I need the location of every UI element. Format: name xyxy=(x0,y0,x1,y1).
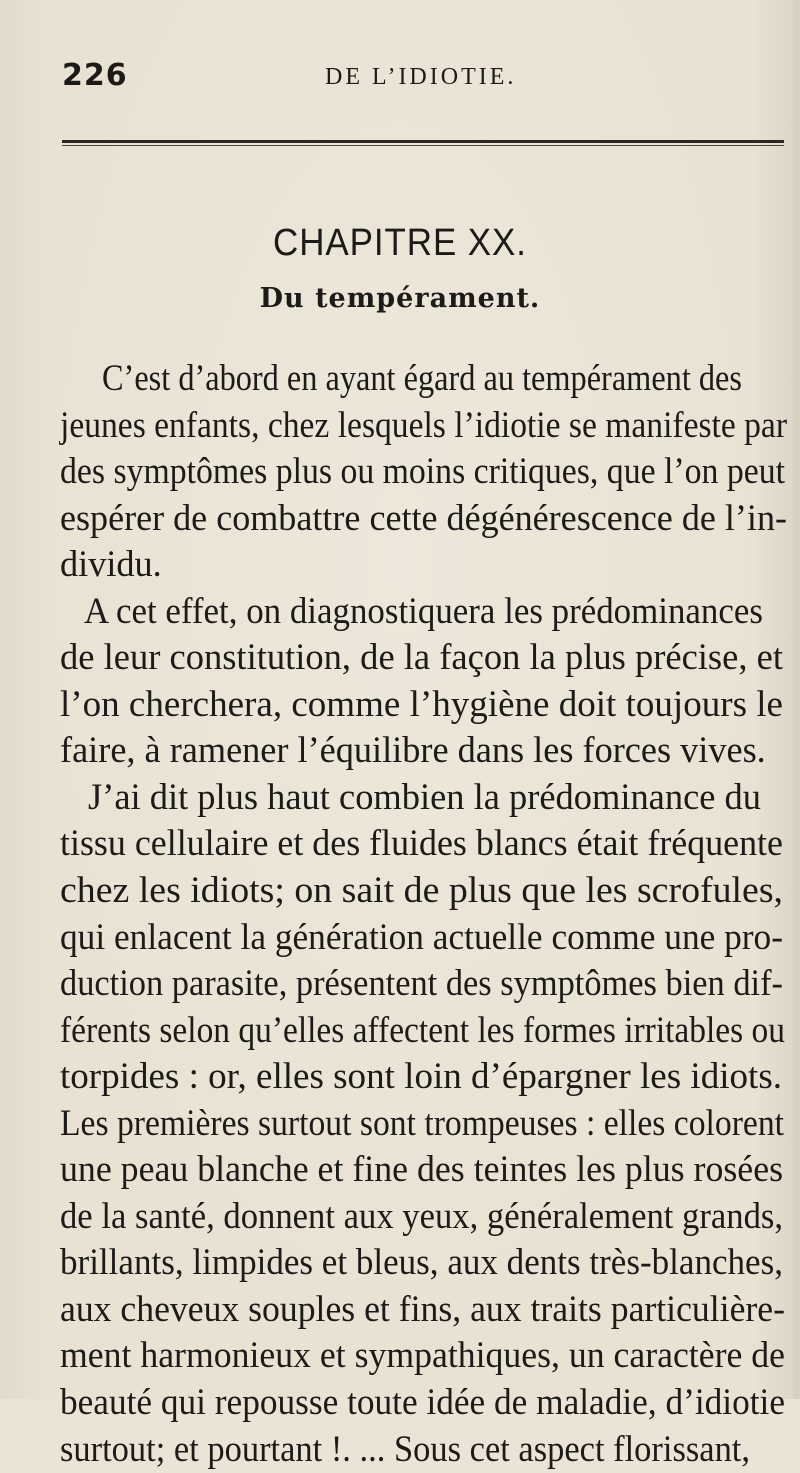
text-line: des symptômes plus ou moins critiques, que l’on peut xyxy=(60,451,785,493)
text-line: aux cheveux souples et fins, aux traits particulière- xyxy=(60,1288,786,1330)
text-line: Les premières surtout sont trompeuses : elles colorent xyxy=(60,1102,785,1144)
header-rule xyxy=(62,140,784,143)
header-rule-thin xyxy=(62,145,784,146)
page-header xyxy=(0,58,800,98)
text-line: dividu. xyxy=(60,544,162,586)
text-line: qui enlacent la génération actuelle comme une pro- xyxy=(60,916,783,958)
page-number: 226 xyxy=(62,58,128,93)
text-line: J’ai dit plus haut combien la prédominance du xyxy=(88,776,761,818)
text-line: espérer de combattre cette dégénérescence de l’in- xyxy=(60,497,788,539)
text-line: une peau blanche et fine des teintes les plus rosées xyxy=(60,1149,784,1191)
text-line: A cet effet, on diagnostiquera les prédominances xyxy=(84,590,763,632)
running-head: DE L’IDIOTIE. xyxy=(325,64,517,90)
text-line: ment harmonieux et sympathiques, un caractère de xyxy=(60,1335,785,1377)
text-line: tissu cellulaire et des fluides blancs était fréquente xyxy=(60,823,783,865)
chapter-subtitle: Du tempérament. xyxy=(259,283,541,314)
text-line: jeunes enfants, chez lesquels l’idiotie se manifeste par xyxy=(60,404,788,446)
text-line: de leur constitution, de la façon la plus précise, et xyxy=(60,637,783,679)
body-text xyxy=(60,356,800,1473)
text-line: férents selon qu’elles affectent les formes irritables ou xyxy=(60,1009,785,1051)
text-line: brillants, limpides et bleus, aux dents très-blanches, xyxy=(60,1242,784,1284)
text-line: l’on cherchera, comme l’hygiène doit toujours le xyxy=(60,683,784,725)
text-line: beauté qui repousse toute idée de maladie, d’idiotie xyxy=(60,1382,786,1424)
text-line: C’est d’abord en ayant égard au tempérament des xyxy=(102,358,742,399)
text-line: torpides : or, elles sont loin d’épargner les idiots. xyxy=(60,1056,782,1098)
chapter-title: CHAPITRE XX. xyxy=(273,222,527,264)
text-line: faire, à ramener l’équilibre dans les forces vives. xyxy=(60,730,766,772)
text-line: chez les idiots; on sait de plus que les scrofules, xyxy=(60,870,784,912)
text-line: de la santé, donnent aux yeux, généralement grands, xyxy=(60,1195,784,1237)
text-line: surtout; et pourtant !. ... Sous cet aspect florissant, xyxy=(60,1428,750,1470)
text-line: duction parasite, présentent des symptômes bien dif- xyxy=(60,963,784,1005)
